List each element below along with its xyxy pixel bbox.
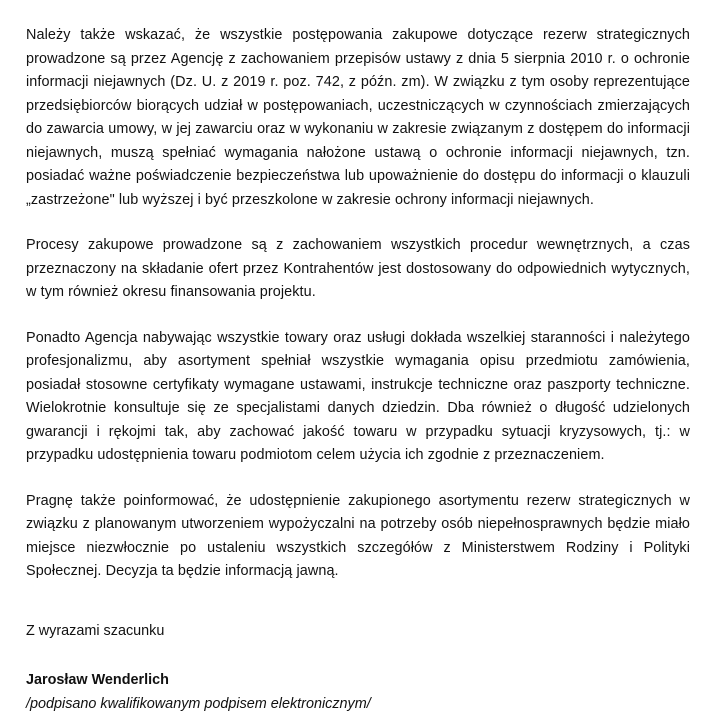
body-paragraph: Ponadto Agencja nabywając wszystkie towary oraz usługi dokłada wszelkiej staranności i należytego profesjonalizmu, aby asortyment spełniał wszystkie wymagania opisu przedmiotu zamówienia, posiadał stosowne certyfikaty wymagane ustawami, instrukcje techniczne oraz paszporty techniczne. Wielokrotnie konsultuje się ze specjalistami danych dziedzin. Dba również o długość udzielonych gwarancji i rękojmi tak, aby zachować jakość towaru w przypadku sytuacji kryzysowych, tj.: w przypadku udostępnienia towaru podmiotom celem użycia ich zgodnie z przeznaczeniem. — [26, 329, 690, 463]
signature-name: Jarosław Wenderlich — [26, 672, 169, 688]
body-paragraph: Należy także wskazać, że wszystkie postępowania zakupowe dotyczące rezerw strategicznych prowadzone są przez Agencję z zachowaniem przepisów ustawy z dnia 5 sierpnia 2010 r. o ochronie informacji niejawnych (Dz. U. z 2019 r. poz. 742, z późn. zm). W związku z tym osoby reprezentujące przedsiębiorców biorących udział w postępowaniach, uczestniczących w czynnościach zmierzających do zawarcia umowy, w jej zawarciu oraz w wykonaniu w zakresie związanym z dostępem do informacji niejawnych, muszą spełniać wymagania nałożone ustawą o ochronie informacji niejawnych, tzn. posiadać ważne poświadczenie bezpieczeństwa lub upoważnienie do dostępu do informacji o klauzuli „zastrzeżone" lub wyższej i być przeszkolone w zakresie ochrony informacji niejawnych. — [26, 27, 690, 208]
signature-block — [26, 669, 690, 715]
body-paragraph: Procesy zakupowe prowadzone są z zachowaniem wszystkich procedur wewnętrznych, a czas przeznaczony na składanie ofert przez Kontrahentów jest dostosowany do odpowiednich wytycznych, w tym również okresu finansowania projektu. — [26, 237, 690, 300]
closing-salutation: Z wyrazami szacunku — [26, 622, 165, 639]
body-paragraph: Pragnę także poinformować, że udostępnienie zakupionego asortymentu rezerw strategicznych w związku z planowanym utworzeniem wypożyczalni na potrzeby osób niepełnosprawnych będzie miało miejsce niezwłocznie po ustaleniu wszystkich szczegółów z Ministerstwem Rodziny i Polityki Społecznej. Decyzja ta będzie informacją jawną. — [26, 492, 690, 579]
signature-note: /podpisano kwalifikowanym podpisem elektronicznym/ — [26, 696, 371, 712]
